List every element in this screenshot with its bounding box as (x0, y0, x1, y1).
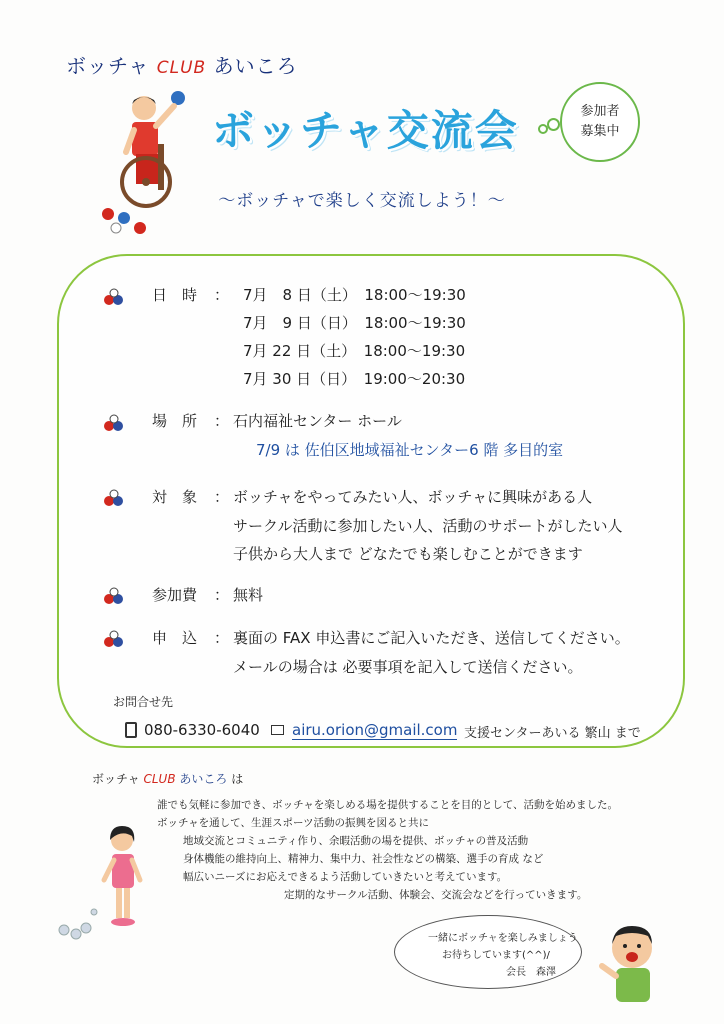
about-line: ボッチャを通して、生涯スポーツ活動の振興を図ると共に (157, 817, 430, 829)
target-label: 対 象 (152, 488, 198, 506)
schedule-date: 7月 30 日（日） 19:00～20:30 (243, 370, 466, 388)
colon: ： (214, 586, 230, 604)
colon: ： (214, 286, 230, 304)
apply-label: 申 込 (152, 629, 198, 647)
target-line: サークル活動に参加したい人、活動のサポートがしたい人 (233, 517, 623, 535)
about-line: 誰でも気軽に参加でき、ボッチャを楽しめる場を提供することを目的として、活動を始めました。 (157, 799, 619, 811)
about-line: 幅広いニーズにお応えできるよう活動していきたいと考えています。 (183, 871, 508, 883)
schedule-date: 7月 22 日（土） 18:00～19:30 (243, 342, 466, 360)
boccia-balls-icon (103, 288, 125, 306)
page-title: ボッチャ交流会 (212, 106, 519, 155)
about-line: 定期的なサークル活動、体験会、交流会などを行っていきます。 (284, 889, 588, 901)
email-link[interactable]: airu.orion@gmail.com (292, 721, 458, 739)
mail-icon (271, 725, 284, 735)
club-word: CLUB (156, 58, 207, 78)
speech-line: お待ちしています(^^)/ (442, 950, 550, 961)
schedule-label: 日 時 (152, 286, 198, 304)
target-line: 子供から大人まで どなたでも楽しむことができます (233, 545, 583, 563)
place-main: 石内福祉センター ホール (233, 412, 402, 430)
colon: ： (214, 488, 230, 506)
apply-line: 裏面の FAX 申込書にご記入いただき、送信してください。 (233, 629, 630, 647)
fee-label: 参加費 (152, 586, 198, 604)
colon: ： (214, 412, 230, 430)
boccia-balls-icon (103, 630, 125, 648)
fee-value: 無料 (233, 586, 264, 604)
subtitle: ～ボッチャで楽しく交流しよう！～ (218, 191, 506, 211)
schedule-date: 7月 8 日（土） 18:00～19:30 (243, 286, 466, 304)
target-line: ボッチャをやってみたい人、ボッチャに興味がある人 (233, 488, 593, 506)
recruiting-badge: 参加者 募集中 (560, 82, 640, 162)
contact-person: 支援センターあいる 繁山 まで (464, 726, 641, 741)
bubble-dot (547, 118, 560, 131)
place-note: 7/9 は 佐伯区地域福祉センター6 階 多目的室 (256, 441, 564, 459)
colon: ： (214, 629, 230, 647)
boccia-balls-icon (103, 587, 125, 605)
boccia-balls-icon (103, 489, 125, 507)
about-line: 身体機能の維持向上、精神力、集中力、社会性などの構築、選手の育成 など (183, 853, 544, 865)
boccia-balls-icon (103, 414, 125, 432)
apply-line: メールの場合は 必要事項を記入して送信ください。 (233, 658, 583, 676)
wheelchair-player-illustration (96, 86, 196, 236)
speech-line: 一緒にボッチャを楽しみましょう (428, 933, 578, 944)
phone-number: 080-6330-6040 (144, 721, 260, 739)
contact-label: お問合せ先 (113, 695, 174, 709)
schedule-date: 7月 9 日（日） 18:00～19:30 (243, 314, 466, 332)
chairman-illustration (596, 922, 662, 1002)
woman-player-illustration (56, 826, 156, 944)
club-name: ボッチャ CLUB あいころ (66, 54, 298, 78)
speech-signature: 会長 森澤 (506, 967, 556, 978)
place-label: 場 所 (152, 412, 198, 430)
phone-icon (125, 722, 137, 738)
about-line: 地域交流とコミュニティ作り、余暇活動の場を提供、ボッチャの普及活動 (183, 835, 529, 847)
about-heading: ボッチャ CLUB あいころ は (92, 772, 244, 786)
